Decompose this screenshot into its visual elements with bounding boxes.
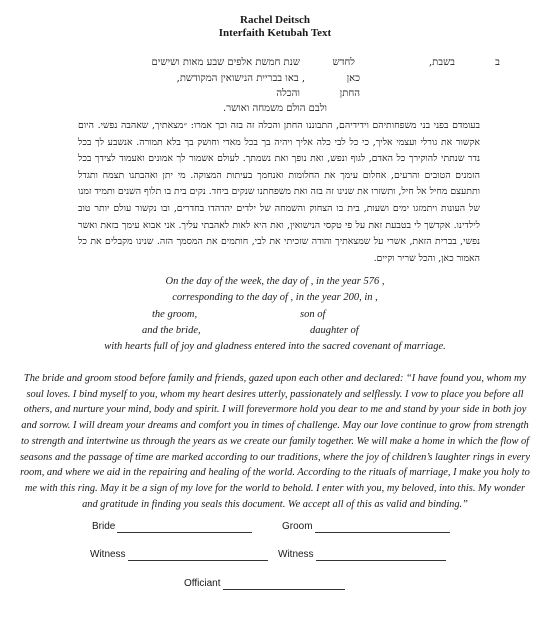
son-of-label: son of <box>300 309 326 320</box>
witness1-signature-field[interactable] <box>90 549 268 561</box>
english-date-line: On the day of the week, the day of , in the year 576 , <box>165 276 385 287</box>
witness2-signature-line[interactable] <box>316 550 446 561</box>
english-covenant-line: with hearts full of joy and gladness entered into the sacred covenant of marriage. <box>104 341 446 352</box>
groom-signature-field[interactable] <box>282 521 450 533</box>
english-correspond-line: corresponding to the day of , in the year 200, in , <box>172 292 378 303</box>
hebrew-here: כאן <box>346 73 360 84</box>
english-body-text: The bride and groom stood before family and friends, gazed upon each other and declared: “I have found you, whom my soul loves. I bind myself to you, whom my heart desires utterly, passionately and selflessly. I vow to place you before all others, and nurture your mind, body and spirit. I will forevermore hold you dear to me and stand by your side in both joy and sorrow. I will dream your dreams and comfort you in times of challenge. May our love continue to grow from strength to strength and intertwine us through the years as we create our family together. We will make a home in which the flow of seasons and the passage of time are marked according to our traditions, where the joy of children’s laughter rings in every room, and where we aid in the repairing and healing of the world. According to the rituals of marriage, I make you holy to me with this ring. May it be a sign of my love for the world to behold. I enter with you, my beloved, into this. My wonder and gratitude in finding you seals this document. We accept all of this as valid and binding.” <box>20 373 530 510</box>
groom-signature-line[interactable] <box>315 522 450 533</box>
hebrew-letter-b: ב <box>495 57 500 68</box>
hebrew-month: לחדש <box>332 57 355 68</box>
hebrew-groom: החתן <box>339 88 360 99</box>
document-title: Interfaith Ketubah Text <box>218 27 332 39</box>
officiant-signature-line[interactable] <box>223 579 345 590</box>
witness1-signature-label: Witness <box>90 549 126 560</box>
bride-signature-field[interactable] <box>92 521 252 533</box>
hebrew-year: שנת חמשת אלפים שבע מאות ושישים <box>151 57 300 68</box>
officiant-signature-label: Officiant <box>184 578 221 589</box>
hebrew-bride: והכלה <box>276 88 300 99</box>
bride-signature-label: Bride <box>92 521 116 532</box>
groom-signature-label: Groom <box>282 521 313 532</box>
officiant-signature-field[interactable] <box>184 578 345 590</box>
hebrew-body-text: בעומדם בפני בני משפחותיהם וידידיהם, התבוננו החתן והכלה זה בזה וכך אמרו: ״מצאתיך, שאהבה נפשי. היום אקשור את גורלי ועצמי אליך, כי כל לבי כלה אליך ויהיה בך בכל מאדי וחושק בך בלא תמורה. אנשבע לך בכל נדר שנתתי להוקירך כל האדם, לגוף ונפש, ואת נופך ואת נשמתך. לעולם אשמור לך אמונים ואעמוד לצידך בכל הזמנים הטובים והרעים, אחלום עימך את החלומות ואנחמך בעיתות המצוקה. מי יתן ואהבתנו תצמח ותגדל ותתעצם מחיל אל חיל, ותשזרו את שנינו זה בזה ואת משפחתנו שנקים ביחד. נקים בית בו תלוף השנים ותמיד זמנו של העונות ויתמזגו ימים ושעות, בית בו הצחוק והשמחה של ילדים יהדהדו בחדרים, ובו נקשור עולם יותר טוב לילדינו. אקדשך לי בטבעת זאת על פי טקסי הנישואין, ואת היא לאות לאהבתי עליך. אני אבוא עימך בזאת ואשר נפשי, בברית הזאת, אשרי על שמצאתיך והודה שזכיתי את לבי, חותמים את המסמך הזה. שנינו מקבלים את כל האמור כאן, והכל שריר וקיים. <box>78 120 480 264</box>
witness1-signature-line[interactable] <box>128 550 268 561</box>
hebrew-covenant: , באו בבריית הנישואין המקודשת, <box>176 73 305 84</box>
witness2-signature-label: Witness <box>278 549 314 560</box>
bride-signature-line[interactable] <box>117 522 252 533</box>
document-header <box>0 14 550 40</box>
hebrew-joy-line: ולבם הולם משמחה ואושר. <box>223 103 327 114</box>
hebrew-day: בשבת, <box>429 57 455 68</box>
groom-label: the groom, <box>152 309 198 320</box>
bride-label: and the bride, <box>142 325 201 336</box>
daughter-of-label: daughter of <box>310 325 359 336</box>
author-name: Rachel Deitsch <box>240 14 310 26</box>
witness2-signature-field[interactable] <box>278 549 446 561</box>
